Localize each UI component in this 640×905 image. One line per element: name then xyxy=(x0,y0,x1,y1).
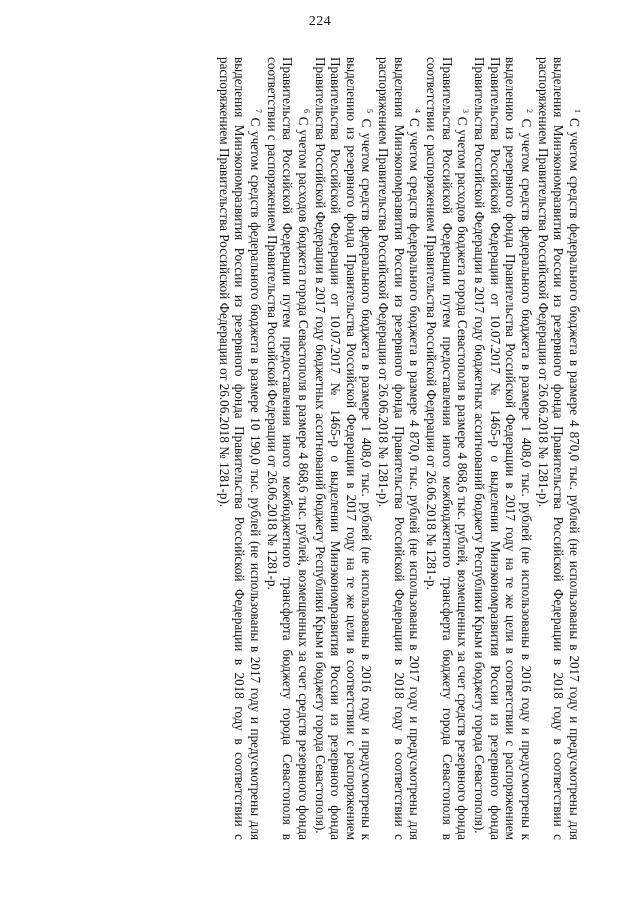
footnote-mark: 4 xyxy=(413,109,423,113)
footnote-text: С учетом расходов бюджета города Севастополя в размере 4 868,6 тыс. рублей, возмещенных за счет средств резервного фонда Правительства Российской Федерации путем предоставления иного межбюджетного трансферта бюджету города Севастополя в соответствии с распоряжением Правительства Российской Федерации от 26.06.2018 № 1281-р. xyxy=(424,57,471,840)
footnote-text: С учетом расходов бюджета города Севастополя в размере 4 868,6 тыс. рублей, возмещенных за счет средств резервного фонда Правительства Российской Федерации путем предоставления иного межбюджетного трансферта бюджету города Севастополя в соответствии с распоряжением Правительства Российской Федерации от 26.06.2018 № 1281-р. xyxy=(265,57,311,840)
footnote-4 xyxy=(376,57,423,840)
footnote-1 xyxy=(536,57,583,840)
footnote-text: С учетом средств федерального бюджета в размере 1 408,0 тыс. рублей (не использованы в 2016 году и предусмотрены к выделению из резервного фонда Правительства Российской Федерации в 2017 году на те же цели в соответствии с распоряжением Правительства Российской Федерации от 10.07.2017 № 1465-р о выделении Минэкономразвития России из резервного фонда Правительства Российской Федерации в 2017 году бюджетных ассигнований бюджету Республики Крым и бюджету города Севастополя). xyxy=(313,57,375,841)
footnote-text: С учетом средств федерального бюджета в размере 10 190,0 тыс. рублей (не использованы в 2017 году и предусмотрены для выделения Минэкономразвития России из резервного фонда Правительства Российской Федерации в 2018 году в соответствии с распоряжением Правительства Российской Федерации от 26.06.2018 № 1281-р). xyxy=(217,57,263,841)
footnote-mark: 3 xyxy=(461,109,471,113)
footnote-7 xyxy=(217,57,264,840)
footnote-mark: 5 xyxy=(365,109,375,113)
footnote-mark: 7 xyxy=(254,109,263,113)
footnote-6 xyxy=(265,57,312,840)
page-number: 224 xyxy=(308,14,332,29)
footnotes-block xyxy=(52,57,582,840)
footnote-text: С учетом средств федерального бюджета в размере 4 870,0 тыс. рублей (не использованы в 2017 году и предусмотрены для выделения Минэкономразвития России из резервного фонда Правительства Российской Федерации в 2018 году в соответствии с распоряжением Правительства Российской Федерации от 26.06.2018 № 1281-р). xyxy=(536,57,582,841)
footnote-text: С учетом средств федерального бюджета в размере 1 408,0 тыс. рублей (не использованы в 2016 году и предусмотрены к выделению из резервного фонда Правительства Российской Федерации в 2017 году на те же цели в соответствии с распоряжением Правительства Российской Федерации от 10.07.2017 № 1465-р о выделении Минэкономразвития России из резервного фонда Правительства Российской Федерации в 2017 году бюджетных ассигнований бюджету Республики Крым и бюджету города Севастополя). xyxy=(472,57,534,841)
footnote-2 xyxy=(472,57,534,840)
footnote-3 xyxy=(424,57,471,840)
footnote-mark: 2 xyxy=(525,109,534,113)
footnote-mark: 6 xyxy=(302,109,311,113)
footnote-text: С учетом средств федерального бюджета в размере 4 870,0 тыс. рублей (не использованы в 2017 году и предусмотрены для выделения Минэкономразвития России из резервного фонда Правительства Российской Федерации в 2018 году в соответствии с распоряжением Правительства Российской Федерации от 26.06.2018 № 1281-р). xyxy=(376,57,423,841)
footnote-5 xyxy=(313,57,375,840)
footnote-mark: 1 xyxy=(573,109,582,113)
